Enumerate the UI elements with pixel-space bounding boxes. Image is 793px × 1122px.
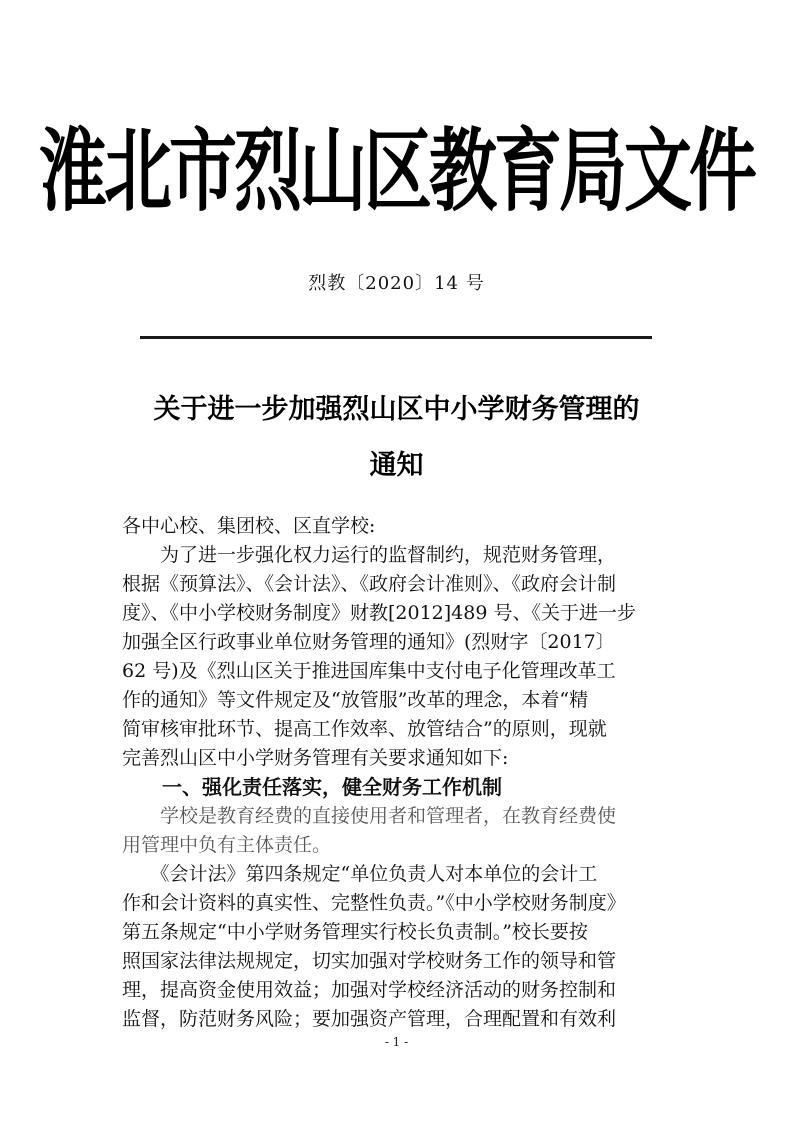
document-title-line-2: 通知 [369,450,424,481]
document-number: 烈教〔2020〕14 号 [308,273,485,294]
intro-line-2: 根据《预算法》、《会计法》、《政府会计准则》、《政府会计制 [122,573,617,595]
section-1-para-2-line-5: 理，提高资金使用效益；加强对学校经济活动的财务控制和 [122,979,617,1001]
header-divider [140,336,652,339]
section-1-para-2-line-1: 《会计法》第四条规定“单位负责人对本单位的会计工 [122,863,598,885]
section-1-heading: 一、强化责任落实，健全财务工作机制 [162,775,502,799]
section-1-para-1-line-1: 学校是教育经费的直接使用者和管理者，在教育经费使 [122,805,617,827]
section-1-para-2-line-6: 监督，防范财务风险；要加强资产管理，合理配置和有效利 [122,1008,617,1030]
page-number: - 1 - [384,1035,409,1049]
intro-line-3: 度》、《中小学校财务制度》财教[2012]489 号、《关于进一步 [122,602,636,624]
document-title-line-1: 关于进一步加强烈山区中小学财务管理的 [153,394,640,425]
intro-line-8: 完善烈山区中小学财务管理有关要求通知如下: [122,747,509,769]
intro-line-1: 为了进一步强化权力运行的监督制约，规范财务管理， [122,544,617,566]
document-masthead: 淮北市烈山区教育局文件 [38,120,754,225]
section-1-para-2-line-2: 作和会计资料的真实性、完整性负责。”《中小学校财务制度》 [122,892,626,914]
section-1-para-2-line-3: 第五条规定“中小学财务管理实行校长负责制。”校长要按 [122,921,588,943]
intro-line-6: 作的通知》等文件规定及“放管服”改革的理念，本着“精 [122,689,589,711]
intro-line-7: 简审核审批环节、提高工作效率、放管结合”的原则，现就 [122,718,607,740]
salutation: 各中心校、集团校、区直学校: [122,515,376,537]
section-1-para-1-line-2: 用管理中负有主体责任。 [122,834,332,856]
section-1-para-2-line-4: 照国家法律法规规定，切实加强对学校财务工作的领导和管 [122,950,617,972]
intro-line-4: 加强全区行政事业单位财务管理的通知》(烈财字〔2017〕 [122,631,615,653]
intro-line-5: 62 号)及《烈山区关于推进国库集中支付电子化管理改革工 [122,660,616,682]
